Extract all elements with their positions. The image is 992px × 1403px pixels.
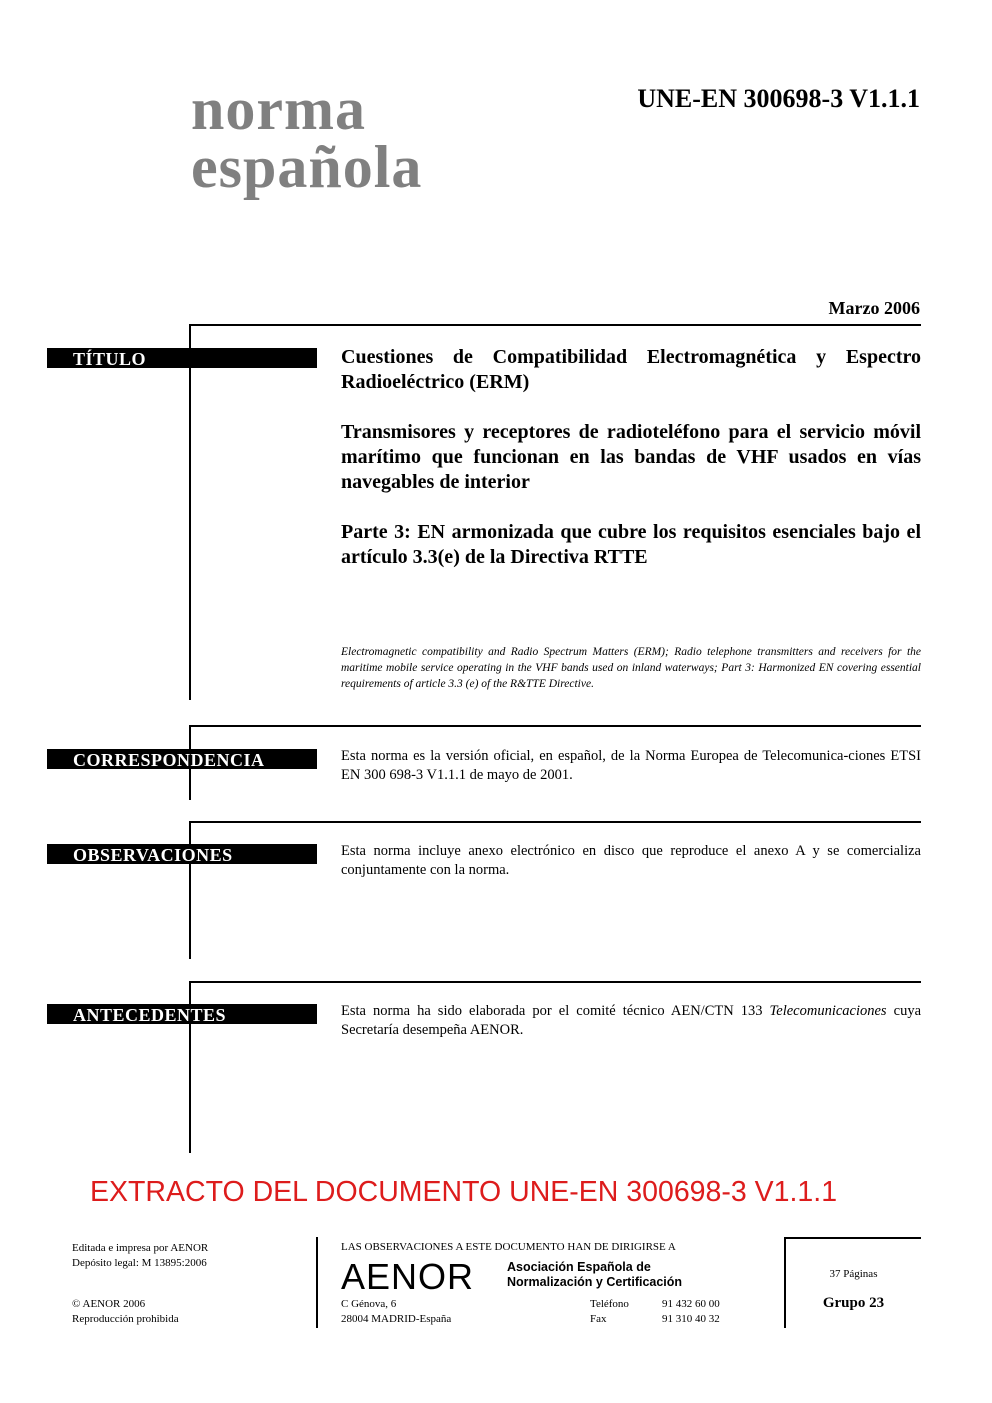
footer-reproduction: Reproducción prohibida [72, 1313, 179, 1325]
footer-copyright: © AENOR 2006 [72, 1298, 146, 1310]
divider-titulo [189, 324, 921, 326]
aenor-organization [507, 1260, 682, 1290]
phone-number: 91 432 60 00 [662, 1298, 720, 1310]
title-paragraph-1: Cuestiones de Compatibilidad Electromagnética y Espectro Radioeléctrico (ERM) [341, 346, 921, 393]
price-group: Grupo 23 [822, 1295, 885, 1311]
org-line-1: Asociación Española de [507, 1260, 651, 1274]
vertical-rule-titulo [189, 324, 191, 700]
fax-number: 91 310 40 32 [662, 1313, 720, 1325]
antecedentes-text-start: Esta norma ha sido elaborada por el comité técnico AEN/CTN 133 [341, 1003, 770, 1019]
divider-observaciones [189, 821, 921, 823]
footer-contact-values [662, 1297, 720, 1327]
committee-name: Telecomunicaciones [769, 1003, 887, 1019]
section-label-antecedentes: ANTECEDENTES [47, 1004, 317, 1024]
antecedentes-text-end: cuya Secretaría desempeña AENOR. [341, 1003, 922, 1038]
footer-contact-labels [590, 1297, 629, 1327]
footer-edited-by: Editada e impresa por AENOR [72, 1242, 209, 1254]
publication-date: Marzo 2006 [828, 298, 920, 318]
correspondencia-text: Esta norma es la versión oficial, en español, de la Norma Europea de Telecomunica-ciones ETSI EN 300 698-3 V1.1.1 de mayo de 2001. [341, 748, 921, 783]
aenor-logo: AENOR [341, 1256, 475, 1297]
fax-label: Fax [590, 1313, 607, 1325]
brand-line-1: norma [191, 76, 366, 142]
title-paragraph-3: Parte 3: EN armonizada que cubre los requisitos esenciales bajo el artículo 3.3(e) de la Directiva RTTE [341, 521, 921, 568]
section-label-titulo: TÍTULO [47, 348, 317, 368]
section-label-observaciones: OBSERVACIONES [47, 844, 317, 864]
footer-address [341, 1297, 451, 1327]
footer-legal-deposit: Depósito legal: M 13895:2006 [72, 1257, 207, 1269]
brand-title [191, 76, 423, 200]
footer-edition [72, 1241, 208, 1271]
extract-watermark: EXTRACTO DEL DOCUMENTO UNE-EN 300698-3 V1.1.1 [90, 1176, 838, 1208]
spanish-title [341, 345, 921, 595]
phone-label: Teléfono [590, 1298, 629, 1310]
english-title: Electromagnetic compatibility and Radio Spectrum Matters (ERM); Radio telephone transmitters and receivers for the maritime mobile service operating in the VHF bands used on inland waterways; Part 3: Harmonized EN covering essential requirements of article 3.3 (e) of the R&TTE Directive. [341, 646, 921, 690]
footer-box-top [784, 1237, 921, 1239]
footer-box-left [784, 1237, 786, 1328]
footer-observations-note: LAS OBSERVACIONES A ESTE DOCUMENTO HAN DE DIRIGIRSE A [341, 1241, 676, 1253]
divider-antecedentes [189, 981, 921, 983]
brand-line-2: española [191, 134, 423, 200]
address-city: 28004 MADRID-España [341, 1313, 452, 1325]
footer-divider-left [316, 1237, 318, 1328]
observaciones-text: Esta norma incluye anexo electrónico en disco que reproduce el anexo A y se comercializa conjuntamente con la norma. [341, 843, 921, 878]
footer-copyright-block [72, 1297, 179, 1327]
divider-correspondencia [189, 725, 921, 727]
section-label-correspondencia: CORRESPONDENCIA [47, 749, 317, 769]
antecedentes-text [341, 1002, 921, 1040]
address-street: C Génova, 6 [341, 1298, 397, 1310]
title-paragraph-2: Transmisores y receptores de radioteléfono para el servicio móvil marítimo que funcionan en las bandas de VHF usados en vías navegables de interior [341, 421, 921, 493]
vertical-rule-observaciones [189, 821, 191, 959]
document-code: UNE-EN 300698-3 V1.1.1 [637, 84, 920, 113]
page-count: 37 Páginas [829, 1268, 878, 1280]
org-line-2: Normalización y Certificación [507, 1275, 683, 1289]
